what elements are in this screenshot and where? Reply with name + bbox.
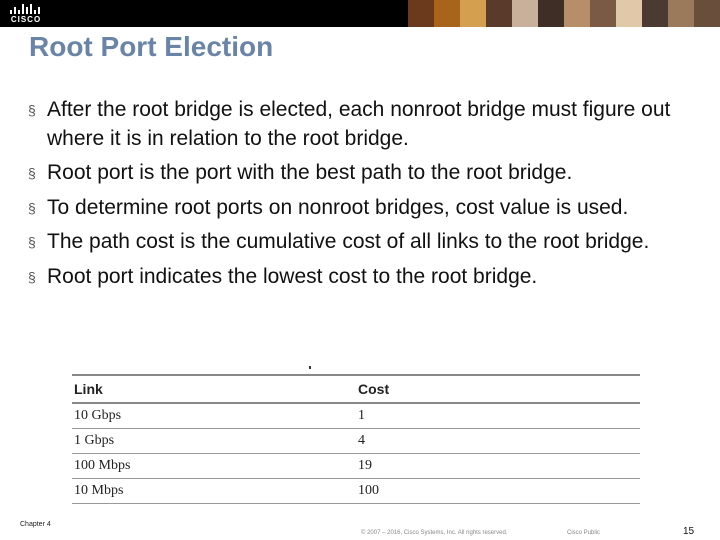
logo-text: CISCO bbox=[10, 15, 42, 24]
cost-value-cell: 4 bbox=[356, 429, 640, 454]
header-photo bbox=[564, 0, 590, 27]
chapter-label: Chapter 4 bbox=[20, 521, 51, 528]
stray-mark bbox=[309, 366, 311, 369]
header-photo bbox=[538, 0, 564, 27]
cost-value-cell: 19 bbox=[356, 454, 640, 479]
page-number: 15 bbox=[683, 526, 695, 537]
classification-label: Cisco Public bbox=[567, 530, 601, 536]
table-header-row bbox=[72, 375, 640, 403]
bullet-item bbox=[28, 96, 688, 153]
header-photo bbox=[512, 0, 538, 27]
link-speed-cell: 1 Gbps bbox=[72, 429, 356, 454]
copyright-text: © 2007 – 2016, Cisco Systems, Inc. All rights reserved. bbox=[361, 530, 508, 536]
header-bar bbox=[0, 0, 720, 27]
cost-value-cell: 100 bbox=[356, 479, 640, 504]
header-photo bbox=[408, 0, 434, 27]
table-row bbox=[72, 479, 640, 504]
header-photo bbox=[694, 0, 720, 27]
header-link: Link bbox=[72, 375, 356, 403]
link-speed-cell: 10 Gbps bbox=[72, 403, 356, 429]
header-cost: Cost bbox=[356, 375, 640, 403]
bullet-item bbox=[28, 263, 688, 292]
header-photo-strip bbox=[408, 0, 720, 27]
cost-value-cell: 1 bbox=[356, 403, 640, 429]
header-photo bbox=[642, 0, 668, 27]
bullet-text: After the root bridge is elected, each nonroot bridge must figure out where it is in relation to the root bridge. bbox=[47, 98, 671, 150]
header-photo bbox=[668, 0, 694, 27]
header-photo bbox=[460, 0, 486, 27]
slide-title: Root Port Election bbox=[29, 31, 274, 62]
link-speed-cell: 10 Mbps bbox=[72, 479, 356, 504]
bullet-list bbox=[28, 96, 688, 297]
link-speed-cell: 100 Mbps bbox=[72, 454, 356, 479]
table-row bbox=[72, 454, 640, 479]
bullet-item bbox=[28, 194, 688, 223]
header-photo bbox=[486, 0, 512, 27]
bullet-marker-icon: § bbox=[28, 102, 36, 118]
cisco-bars-icon bbox=[8, 3, 44, 15]
bullet-item bbox=[28, 228, 688, 257]
bullet-marker-icon: § bbox=[28, 268, 36, 285]
header-photo bbox=[434, 0, 460, 27]
bullet-text: The path cost is the cumulative cost of all links to the root bridge. bbox=[47, 230, 650, 253]
bullet-text: Root port is the port with the best path to the root bridge. bbox=[47, 161, 573, 184]
bullet-marker-icon: § bbox=[28, 199, 36, 216]
bullet-item bbox=[28, 159, 688, 188]
bullet-text: To determine root ports on nonroot bridges, cost value is used. bbox=[47, 195, 629, 219]
cisco-logo bbox=[8, 3, 44, 25]
header-photo bbox=[616, 0, 642, 27]
header-photo bbox=[590, 0, 616, 27]
table-row bbox=[72, 403, 640, 429]
bullet-marker-icon: § bbox=[28, 165, 36, 181]
bullet-marker-icon: § bbox=[28, 234, 36, 250]
link-cost-table bbox=[72, 374, 640, 504]
table-row bbox=[72, 429, 640, 454]
bullet-text: Root port indicates the lowest cost to the root bridge. bbox=[47, 264, 538, 288]
